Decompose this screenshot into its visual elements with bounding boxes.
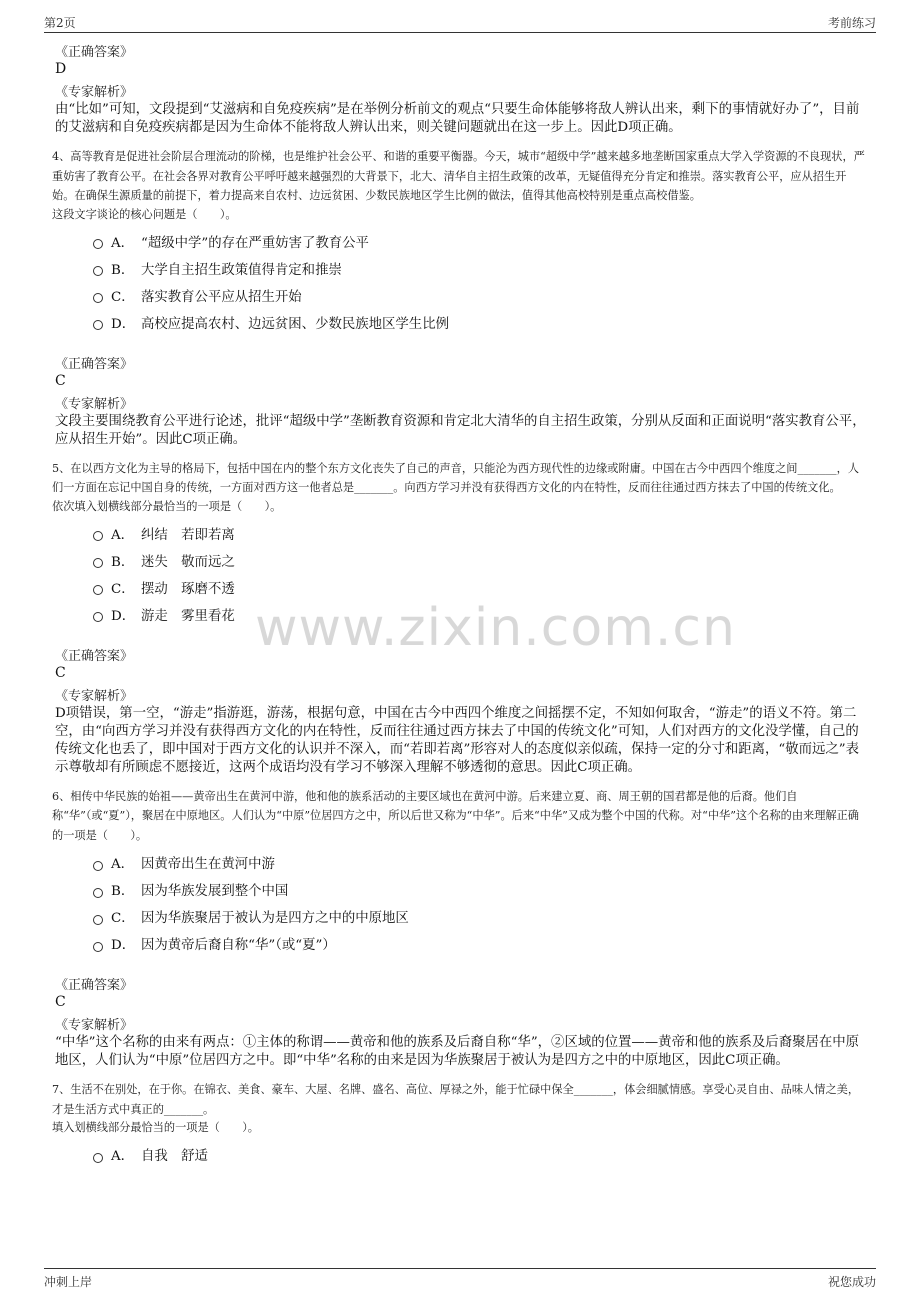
option-letter: B． <box>111 884 135 899</box>
page-footer <box>44 1268 876 1293</box>
option-letter: C． <box>111 581 135 597</box>
analysis-text: 由“比如”可知，文段提到“艾滋病和自免疫疾病”是在举例分析前文的观点“只要生命体能够将敌人辨认出来，剩下的事情就好办了”，目前的艾滋病和自免疫疾病都是因为生命体不能将敌人辨认出来，则关键问题就出在这一步上。因此D项正确。 <box>55 102 860 135</box>
answer-value: D <box>55 61 67 77</box>
option-letter: B． <box>111 554 135 570</box>
option-text: 大学自主招生政策值得肯定和推崇 <box>141 262 342 278</box>
question-stem: 6、相传中华民族的始祖——黄帝出生在黄河中游，他和他的族系活动的主要区域也在黄河中游。后来建立夏、商、周王朝的国君都是他的后裔。他们自称“华”（或“夏”），聚居在中原地区。人们认为“中原”位居四方之中，所以后世又称为“中华”。后来“中华”又成为整个中国的代称。对“中华”这个名称的由来理解正确的一项是（ ）。 <box>52 789 859 842</box>
option-letter: D． <box>111 608 136 624</box>
radio-icon[interactable] <box>93 585 103 595</box>
option-letter: A． <box>111 857 135 872</box>
analysis-text: 文段主要围绕教育公平进行论述，批评“超级中学”垄断教育资源和肯定北大清华的自主招生政策，分别从反面和正面说明“落实教育公平，应从招生开始”。因此C项正确。 <box>55 413 866 447</box>
question-4 <box>52 147 867 449</box>
answer-value: C <box>55 994 66 1010</box>
answer-label: 《正确答案》 <box>55 978 134 993</box>
option-d[interactable] <box>93 309 867 336</box>
analysis-label: 《专家解析》 <box>55 1018 134 1033</box>
option-letter: A． <box>111 527 135 543</box>
analysis-label: 《专家解析》 <box>55 85 134 100</box>
option-a[interactable] <box>93 520 867 547</box>
option-c[interactable] <box>93 282 867 309</box>
option-letter: B． <box>111 262 135 278</box>
radio-icon[interactable] <box>93 558 103 568</box>
option-b[interactable] <box>93 255 867 282</box>
option-letter: A． <box>111 235 135 251</box>
option-letter: D． <box>111 938 136 953</box>
option-text: 高校应提高农村、边远贫困、少数民族地区学生比例 <box>141 316 449 332</box>
radio-icon[interactable] <box>93 1153 103 1163</box>
analysis-label: 《专家解析》 <box>55 688 134 704</box>
option-b[interactable] <box>93 876 867 903</box>
radio-icon[interactable] <box>93 942 103 952</box>
option-text: 纠结 若即若离 <box>141 527 235 543</box>
answer-label: 《正确答案》 <box>55 45 134 60</box>
option-text: 因为华族聚居于被认为是四方之中的中原地区 <box>141 911 409 926</box>
question-stem: 7、生活不在别处，在于你。在锦衣、美食、豪车、大屋、名牌、盛名、高位、厚禄之外，能于忙碌中保全_______，体会细腻情感。享受心灵自由、品味人情之美，才是生活方式中真正的_______。 <box>52 1083 860 1116</box>
option-list <box>93 1141 867 1168</box>
page-number: 第2页 <box>44 16 76 30</box>
option-letter: A． <box>111 1149 135 1164</box>
option-a[interactable] <box>93 849 867 876</box>
footer-left: 冲刺上岸 <box>44 1275 93 1289</box>
option-text: 因黄帝出生在黄河中游 <box>141 857 275 872</box>
footer-right: 祝您成功 <box>827 1275 876 1289</box>
answer-value: C <box>55 664 66 681</box>
question-prompt: 这段文字谈论的核心问题是（ ）。 <box>52 207 237 221</box>
answer-label: 《正确答案》 <box>55 648 134 664</box>
analysis-label: 《专家解析》 <box>55 396 134 412</box>
radio-icon[interactable] <box>93 266 103 276</box>
option-text: 自我 舒适 <box>141 1149 208 1164</box>
option-c[interactable] <box>93 574 867 601</box>
question-prompt: 依次填入划横线部分最恰当的一项是（ ）。 <box>52 499 282 513</box>
option-letter: C． <box>111 911 135 926</box>
option-letter: D． <box>111 316 136 332</box>
option-text: 落实教育公平应从招生开始 <box>141 289 302 305</box>
radio-icon[interactable] <box>93 861 103 871</box>
header-title: 考前练习 <box>827 16 876 30</box>
radio-icon[interactable] <box>93 531 103 541</box>
watermark: www.zixin.com.cn <box>255 598 736 658</box>
analysis-text: “中华”这个名称的由来有两点：①主体的称谓——黄帝和他的族系及后裔自称“华”，②区域的位置——黄帝和他的族系及后裔聚居在中原地区，人们认为“中原”位居四方之中。即“中华”名称的由来是因为华族聚居于被认为是四方之中的中原地区，因此C项正确。 <box>55 1035 860 1068</box>
option-list <box>93 228 867 336</box>
option-text: 因为华族发展到整个中国 <box>141 884 289 899</box>
radio-icon[interactable] <box>93 888 103 898</box>
option-c[interactable] <box>93 903 867 930</box>
radio-icon[interactable] <box>93 293 103 303</box>
option-d[interactable] <box>93 601 867 628</box>
question-stem: 5、在以西方文化为主导的格局下，包括中国在内的整个东方文化丧失了自己的声音，只能沦为西方现代性的边缘或附庸。中国在古今中西四个维度之间_______，人们一方面在忘记中国自身的传统，一方面对西方这一他者总是_______。向西方学习并没有获得西方文化的内在特性，反而往往通过西方抹去了中国的传统文化。 <box>52 461 860 494</box>
radio-icon[interactable] <box>93 239 103 249</box>
answer-label: 《正确答案》 <box>55 356 134 372</box>
question-5 <box>52 459 867 777</box>
option-list <box>93 520 867 628</box>
question-6 <box>52 787 867 1071</box>
option-text: 迷失 敬而远之 <box>141 554 235 570</box>
option-b[interactable] <box>93 547 867 574</box>
radio-icon[interactable] <box>93 320 103 330</box>
option-a[interactable] <box>93 228 867 255</box>
option-text: “超级中学”的存在严重妨害了教育公平 <box>141 235 369 251</box>
option-text: 游走 雾里看花 <box>141 608 235 624</box>
answer-value: C <box>55 372 66 389</box>
question-prompt: 填入划横线部分最恰当的一项是（ ）。 <box>52 1121 259 1134</box>
radio-icon[interactable] <box>93 915 103 925</box>
option-d[interactable] <box>93 930 867 957</box>
question-stem: 4、高等教育是促进社会阶层合理流动的阶梯，也是维护社会公平、和谐的重要平衡器。今天，城市“超级中学”越来越多地垄断国家重点大学入学资源的不良现状，严重妨害了教育公平。在社会各界对教育公平呼吁越来越强烈的大背景下，北大、清华自主招生政策的改革，无疑值得充分肯定和推崇。落实教育公平，应从招生开始。在确保生源质量的前提下，着力提高来自农村、边远贫困、少数民族地区学生比例的做法，值得其他高校特别是重点高校借鉴。 <box>52 150 865 202</box>
option-letter: C． <box>111 289 135 305</box>
radio-icon[interactable] <box>93 612 103 622</box>
option-text: 摆动 琢磨不透 <box>141 581 235 597</box>
analysis-text: D项错误，第一空，“游走”指游逛，游荡，根据句意，中国在古今中西四个维度之间摇摆不定，不知如何取舍，“游走”的语义不符。第二空，由“向西方学习并没有获得西方文化的内在特性，反而往往通过西方抹去了中国的传统文化”可知，人们对西方的文化没学懂，自己的传统文化也丢了，即中国对于西方文化的认识并不深入，而“若即若离”形容对人的态度似亲似疏，保持一定的分寸和距离，“敬而远之”表示尊敬却有所顾虑不愿接近，这两个成语均没有学习不够深入理解不够透彻的意思。因此C项正确。 <box>55 705 860 775</box>
document-body <box>52 44 867 1168</box>
option-a[interactable] <box>93 1141 867 1168</box>
question-7 <box>52 1080 867 1168</box>
page-header <box>44 10 876 33</box>
option-text: 因为黄帝后裔自称“华”（或“夏”） <box>141 938 336 953</box>
option-list <box>93 849 867 957</box>
q3-tail <box>55 44 867 137</box>
